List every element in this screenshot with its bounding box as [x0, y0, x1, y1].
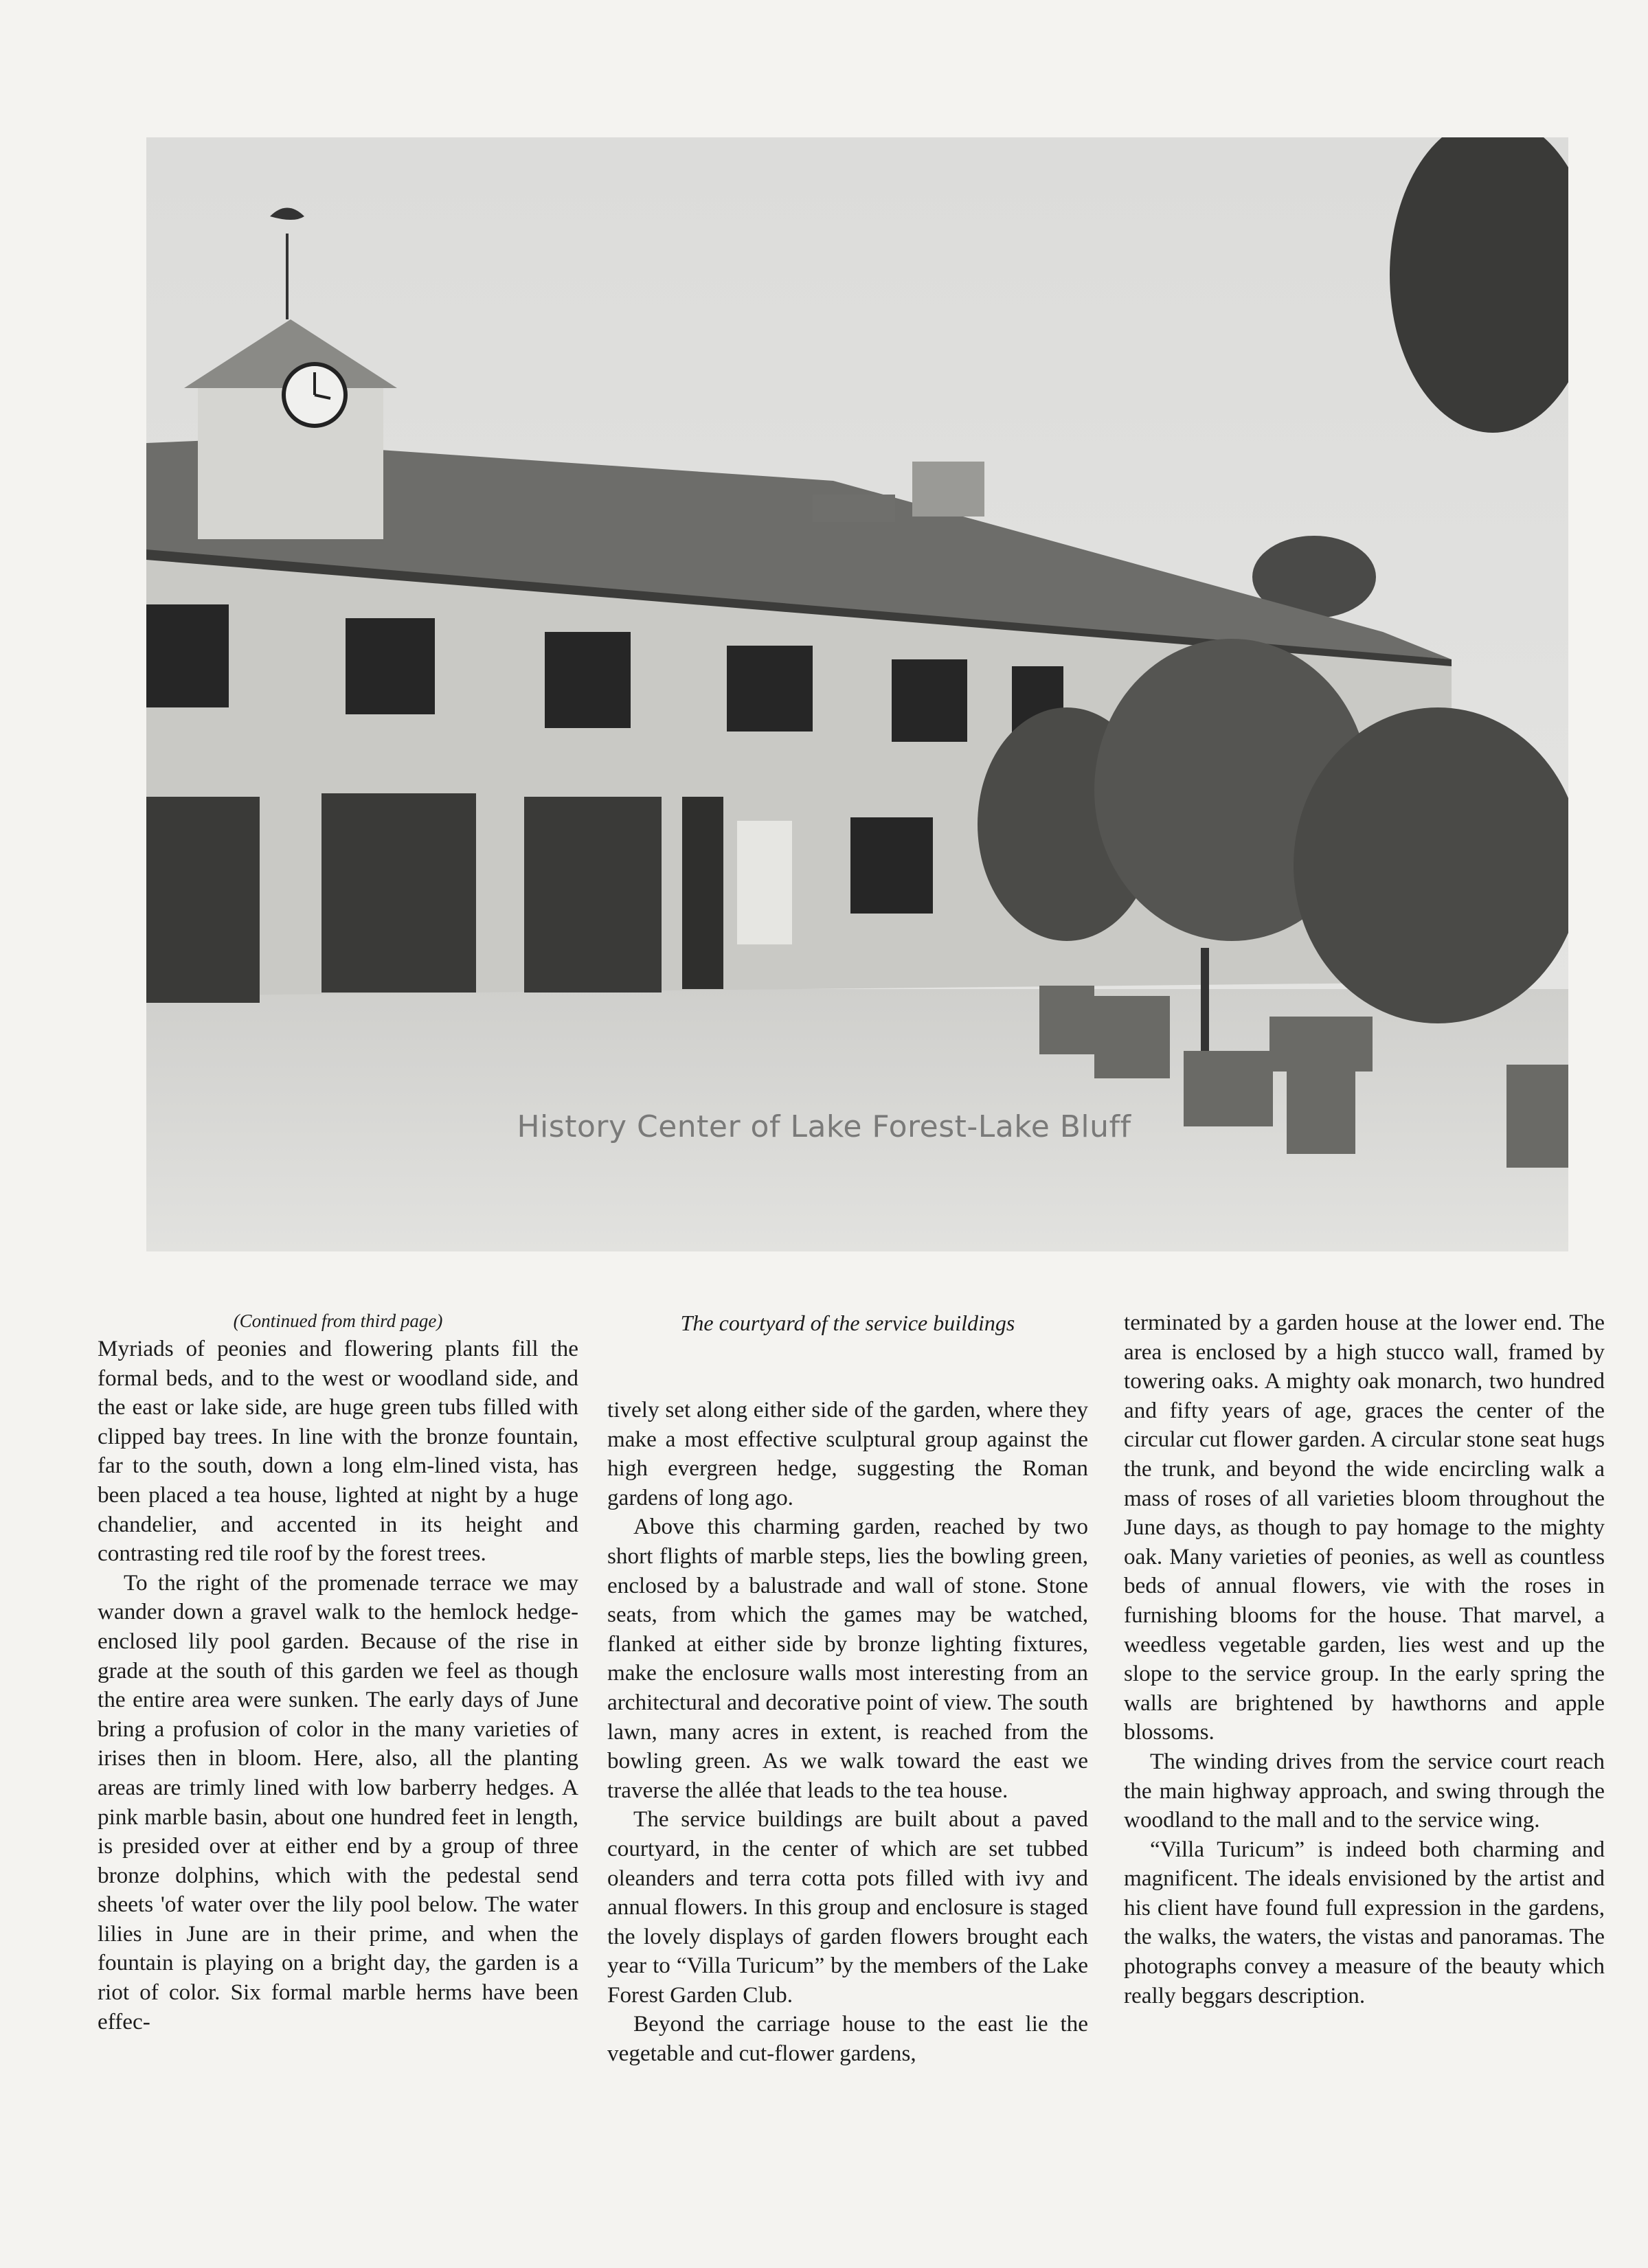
continued-note: (Continued from third page)	[233, 1311, 443, 1331]
courtyard-photo	[146, 137, 1568, 1251]
text-column-2	[607, 1308, 1088, 2069]
paragraph: terminated by a garden house at the lower end. The area is enclosed by a high stucco wall, framed by towering oaks. A mighty oak monarch, two hundred and fifty years of age, graces the center of the circular cut flower garden. A circular stone seat hugs the trunk, and beyond the wide encircling walk a mass of roses of all varieties bloom throughout the June days, as though to pay homage to the mighty oak. Many varieties of peonies, as well as countless beds of annual flowers, vie with the roses in furnishing blooms for the house. That marvel, a weedless vegetable garden, lies west and up the slope to the service group. In the early spring the walls are brightened by hawthorns and apple blossoms.	[1124, 1310, 1605, 1745]
paragraph: Myriads of peonies and flowering plants fill the formal beds, and to the west or woodland side, and the east or lake side, are huge green tubs filled with clipped bay trees. In line with the bronze fountain, far to the south, down a long elm-lined vista, has been placed a tea house, lighted at night by a huge chandelier, and accented in its height and contrasting red tile roof by the forest trees.	[98, 1336, 578, 1567]
text-column-3	[1124, 1308, 1605, 2010]
photo-caption: The courtyard of the service buildings	[680, 1311, 1015, 1335]
watermark: History Center of Lake Forest-Lake Bluff	[517, 1109, 1131, 1144]
text-column-1	[98, 1308, 578, 2037]
paragraph: “Villa Turicum” is indeed both charming and magnificent. The ideals envisioned by the artist and his client have found full expression in the gardens, the walks, the waters, the vistas and panoramas. The photographs convey a measure of the beauty which really beggars description.	[1124, 1836, 1605, 2008]
paragraph: tively set along either side of the garden, where they make a most effective sculptural group against the high evergreen hedge, suggesting the Roman gardens of long ago.	[607, 1397, 1088, 1510]
paragraph: To the right of the promenade terrace we may wander down a gravel walk to the hemlock hedge-enclosed lily pool garden. Because of the rise in grade at the south of this garden we feel as though the entire area were sunken. The early days of June bring a profusion of color in the many varieties of irises then in bloom. Here, also, all the planting areas are trimly lined with low barberry hedges. A pink marble basin, about one hundred feet in length, is presided over at either end by a group of three bronze dolphins, which with the pedestal send sheets 'of water over the lily pool below. The water lilies in June are in their prime, and when the fountain is playing on a bright day, the garden is a riot of color. Six formal marble herms have been effec-	[98, 1569, 578, 2034]
paragraph: The service buildings are built about a paved courtyard, in the center of which are set tubbed oleanders and terra cotta pots filled with ivy and annual flowers. In this group and enclosure is staged the lovely displays of garden flowers brought each year to “Villa Turicum” by the members of the Lake Forest Garden Club.	[607, 1806, 1088, 2008]
paragraph: Above this charming garden, reached by two short flights of marble steps, lies the bowling green, enclosed by a balustrade and wall of stone. Stone seats, from which the games may be watched, flanked at either side by bronze lighting fixtures, make the enclosure walls most interesting from an architectural and decorative point of view. The south lawn, many acres in extent, is reached from the bowling green. As we walk toward the east we traverse the allée that leads to the tea house.	[607, 1514, 1088, 1803]
paragraph: The winding drives from the service court reach the main highway approach, and swing through the woodland to the mall and to the service wing.	[1124, 1748, 1605, 1833]
courtyard-photo-icon	[146, 137, 1568, 1251]
paragraph: Beyond the carriage house to the east lie the vegetable and cut-flower gardens,	[607, 2011, 1088, 2067]
